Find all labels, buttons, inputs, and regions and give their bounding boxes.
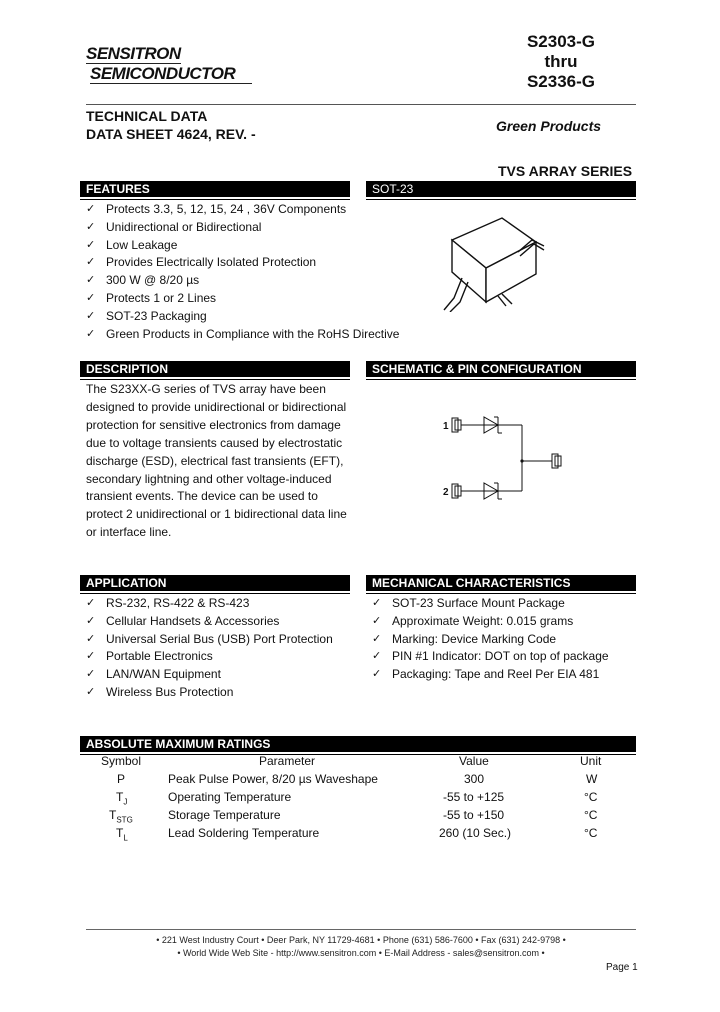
list-item: ✓ RS-232, RS-422 & RS-423: [84, 595, 364, 613]
table-cell-symbol: P: [117, 772, 126, 786]
table-cell-symbol: $T_{STG}$: [109, 808, 133, 825]
data-sheet-number: DATA SHEET 4624, REV. -: [86, 126, 256, 142]
list-item: ✓ SOT-23 Packaging: [84, 308, 374, 326]
check-icon: ✓: [86, 685, 96, 698]
check-icon: ✓: [372, 650, 382, 663]
check-icon: ✓: [86, 291, 96, 304]
mechanical-heading: [366, 575, 636, 591]
description-text: [86, 381, 351, 542]
description-line: designed to provide unidirectional or bidirectional: [86, 399, 347, 414]
list-item: ✓ Protects 3.3, 5, 12, 15, 24 , 36V Components: [84, 201, 374, 219]
list-item: ✓ Unidirectional or Bidirectional: [84, 219, 374, 237]
description-line: discharge (ESD), electrical fast transients (EFT),: [86, 453, 344, 468]
table-cell-value: -55 to +125: [443, 790, 505, 804]
check-icon: ✓: [86, 597, 96, 609]
check-icon: ✓: [372, 614, 382, 627]
table-cell-unit: °C: [584, 826, 598, 840]
features-heading-text: FEATURES: [86, 182, 150, 196]
schematic-heading: [366, 361, 636, 377]
table-cell-parameter: Lead Soldering Temperature: [168, 826, 320, 840]
description-heading: [80, 361, 350, 377]
sot23-heading-text: SOT-23: [372, 182, 414, 196]
check-icon: ✓: [86, 614, 96, 627]
logo-underline-2: [90, 83, 252, 84]
table-cell-symbol: $T_J$: [116, 790, 128, 807]
check-icon: ✓: [86, 309, 96, 322]
green-products-label: Green Products: [496, 118, 602, 134]
schematic-heading-text: SCHEMATIC & PIN CONFIGURATION: [372, 362, 582, 376]
check-icon: ✓: [86, 238, 96, 251]
check-icon: ✓: [86, 650, 96, 663]
check-icon: ✓: [372, 632, 382, 645]
list-item: ✓ Low Leakage: [84, 237, 374, 255]
check-icon: ✓: [86, 256, 96, 269]
mechanical-list: [370, 595, 640, 684]
table-cell-parameter: Operating Temperature: [168, 790, 292, 804]
list-item: ✓ Universal Serial Bus (USB) Port Protection: [84, 631, 364, 649]
ratings-heading: [80, 736, 636, 752]
table-cell-unit: W: [586, 772, 598, 786]
header-divider: [86, 104, 636, 105]
description-line: protect 2 unidirectional or 1 bidirectional data line: [86, 507, 347, 522]
check-icon: ✓: [372, 668, 382, 681]
company-name-line2: SEMICONDUCTOR: [90, 64, 236, 83]
pin2-label: 2: [443, 487, 449, 498]
list-item: ✓ SOT-23 Surface Mount Package: [370, 595, 640, 613]
description-line: The S23XX-G series of TVS array have been: [86, 382, 326, 396]
table-cell-unit: °C: [584, 808, 598, 822]
description-line: secondary lightning and other voltage-induced: [86, 471, 332, 486]
list-item: ✓ Protects 1 or 2 Lines: [84, 290, 374, 308]
check-icon: ✓: [86, 220, 96, 233]
part-number-end: S2336-G: [526, 72, 596, 91]
page-number: Page 1: [606, 962, 638, 973]
footer-divider: [86, 929, 636, 930]
table-cell-parameter: Peak Pulse Power, 8/20 µs Waveshape: [168, 772, 378, 786]
schematic-diagram: [448, 406, 573, 516]
list-item: ✓ Marking: Device Marking Code: [370, 631, 640, 649]
column-header-symbol: Symbol: [101, 754, 142, 768]
list-item: ✓ Green Products in Compliance with the RoHS Directive: [84, 326, 374, 344]
list-item: ✓ Packaging: Tape and Reel Per EIA 481: [370, 666, 640, 684]
company-name-line1: SENSITRON: [86, 44, 181, 63]
footer-address: • 221 West Industry Court • Deer Park, NY 11729-4681 • Phone (631) 586-7600 • Fax (631) 242-9798 •: [156, 935, 566, 945]
pin1-label: 1: [443, 421, 449, 432]
part-number-thru: thru: [544, 52, 578, 71]
description-line: or interface line.: [86, 525, 172, 540]
list-item: ✓ Approximate Weight: 0.015 grams: [370, 613, 640, 631]
list-item: ✓ 300 W @ 8/20 µs: [84, 272, 374, 290]
application-heading: [80, 575, 350, 591]
mechanical-heading-text: MECHANICAL CHARACTERISTICS: [372, 576, 571, 590]
check-icon: ✓: [86, 668, 96, 681]
description-line: transient events. The device can be used to: [86, 489, 318, 504]
features-list: [84, 201, 400, 343]
series-title: TVS ARRAY SERIES: [498, 163, 633, 179]
description-line: due to voltage transients caused by electrostatic: [86, 435, 343, 450]
footer-web-email: • World Wide Web Site - http://www.sensitron.com • E-Mail Address - sales@sensitron.com •: [177, 948, 545, 958]
check-icon: ✓: [86, 274, 96, 287]
list-item: ✓ Wireless Bus Protection: [84, 684, 364, 702]
application-list: [84, 595, 364, 702]
list-item: ✓ PIN #1 Indicator: DOT on top of package: [370, 648, 640, 666]
list-item: ✓ Cellular Handsets & Accessories: [84, 613, 364, 631]
table-cell-parameter: Storage Temperature: [168, 808, 281, 822]
list-item: ✓ Portable Electronics: [84, 648, 364, 666]
table-cell-symbol: $T_L$: [116, 826, 128, 843]
check-icon: ✓: [86, 327, 96, 340]
application-heading-text: APPLICATION: [86, 576, 167, 590]
list-item: ✓ LAN/WAN Equipment: [84, 666, 364, 684]
check-icon: ✓: [372, 597, 382, 609]
ratings-heading-text: ABSOLUTE MAXIMUM RATINGS: [86, 737, 271, 751]
table-cell-value: -55 to +150: [443, 808, 505, 822]
list-item: ✓ Provides Electrically Isolated Protection: [84, 254, 374, 272]
column-header-unit: Unit: [580, 754, 602, 768]
table-cell-value: 260 (10 Sec.): [439, 826, 512, 840]
sot23-heading: [366, 181, 636, 197]
table-cell-unit: °C: [584, 790, 598, 804]
column-header-value: Value: [459, 754, 489, 768]
part-number-start: S2303-G: [526, 32, 596, 51]
column-header-parameter: Parameter: [259, 754, 316, 768]
check-icon: ✓: [86, 632, 96, 645]
features-heading: [80, 181, 350, 197]
sot23-package-drawing: [440, 212, 550, 312]
description-heading-text: DESCRIPTION: [86, 362, 169, 376]
table-cell-value: 300: [464, 772, 485, 786]
technical-data-label: TECHNICAL DATA: [86, 108, 208, 124]
check-icon: ✓: [86, 203, 96, 215]
description-line: protection for sensitive electronics from damage: [86, 417, 341, 432]
